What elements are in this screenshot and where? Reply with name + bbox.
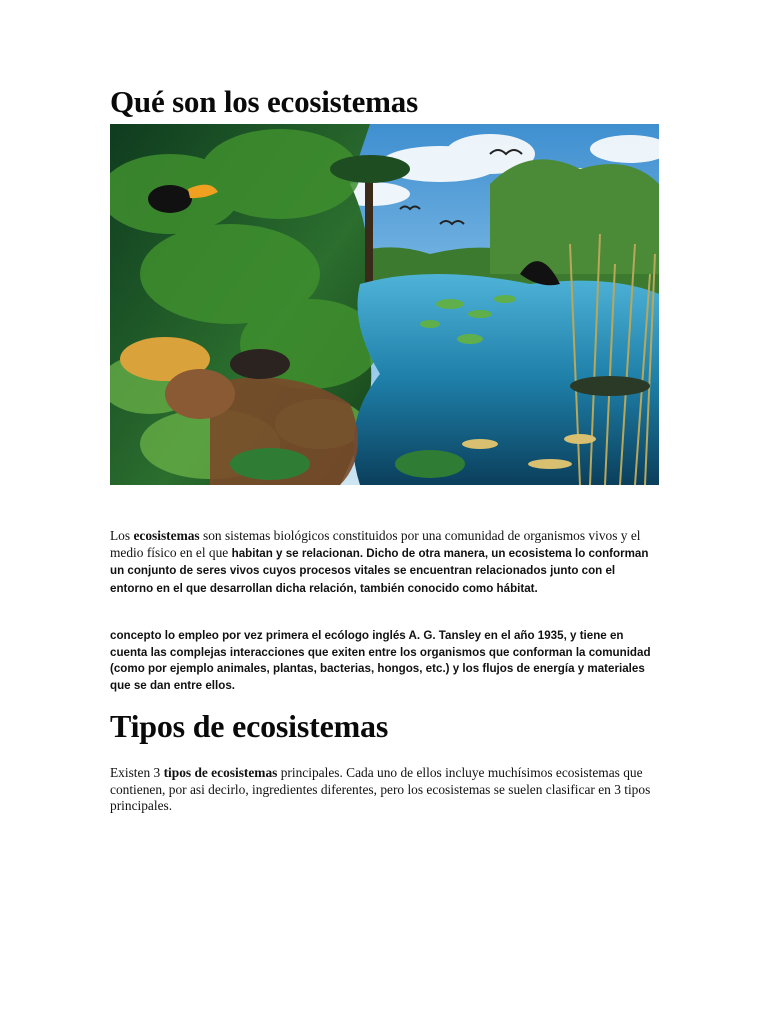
paragraph-rest-serif: son sistemas biológicos constituidos por una comunidad de organismos vivos y el medio físico en el que bbox=[110, 528, 641, 560]
paragraph-definition bbox=[110, 528, 658, 597]
ecosystem-illustration-svg bbox=[110, 124, 659, 485]
paragraph-rest-sans: habitan y se relacionan. Dicho de otra manera, un ecosistema lo conforman un conjunto de seres vivos cuyos procesos vitales se encuentran relacionados junto con el entorno en el que desarrollan dicha relación, también conocido como hábitat. bbox=[110, 546, 649, 595]
term-ecosistemas: ecosistemas bbox=[133, 528, 200, 543]
paragraph-intro: Los bbox=[110, 528, 134, 543]
section-heading-tipos: Tipos de ecosistemas bbox=[110, 708, 389, 744]
term-tipos-de-ecosistemas: tipos de ecosistemas bbox=[163, 765, 278, 780]
section-heading-que-son: Qué son los ecosistemas bbox=[110, 84, 418, 119]
paragraph-tipos-intro: Existen 3 bbox=[110, 765, 164, 780]
paragraph-tipos-rest: principales. Cada uno de ellos incluye muchísimos ecosistemas que contienen, por asi decirlo, ingredientes diferentes, pero los ecosistemas se suelen clasificar en 3 tipos principales. bbox=[110, 765, 651, 813]
paragraph-tansley: concepto lo empleo por vez primera el ecólogo inglés A. G. Tansley en el año 1935, y tiene en cuenta las complejas interacciones que exiten entre los organismos que conforman la comunidad (como por ejemplo animales, plantas, bacterias, hongos, etc.) y los flujos de energía y materiales que se dan entre ellos. bbox=[110, 629, 651, 692]
ecosystem-illustration bbox=[110, 124, 659, 485]
paragraph-tipos bbox=[110, 765, 658, 815]
